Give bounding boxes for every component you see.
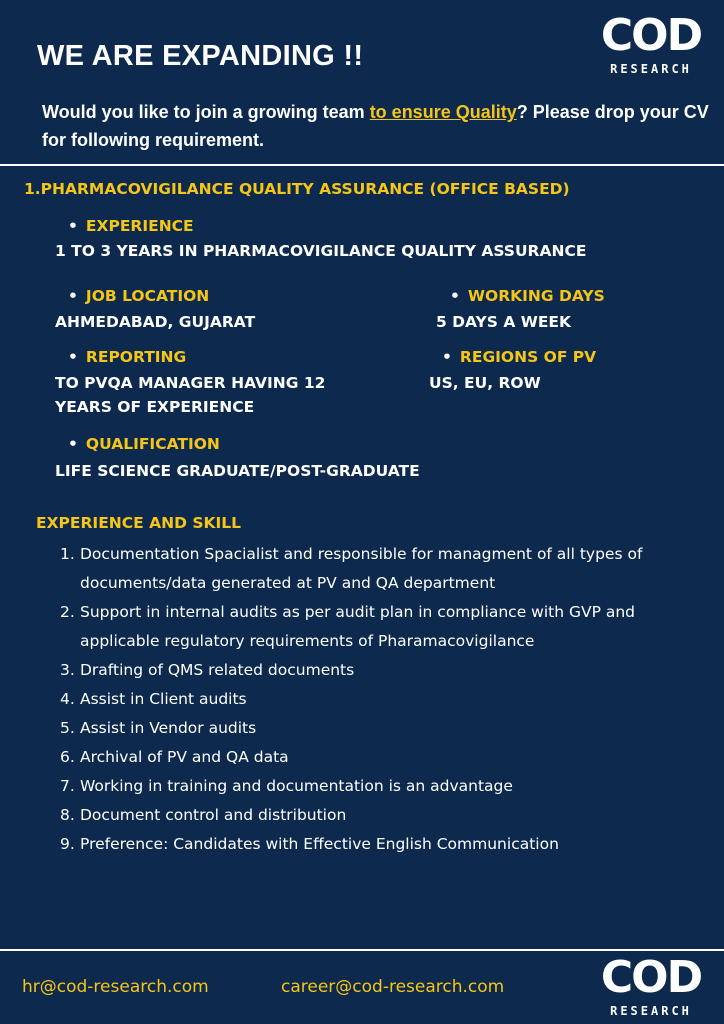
list-item bbox=[60, 685, 710, 714]
reporting-value-line1: TO PVQA MANAGER HAVING 12 bbox=[55, 374, 326, 392]
page-title: WE ARE EXPANDING !! bbox=[37, 40, 364, 72]
list-item bbox=[60, 801, 710, 830]
list-item bbox=[60, 772, 710, 801]
list-number: 2. bbox=[60, 603, 75, 621]
list-text: Documentation Spacialist and responsible for managment of all types of bbox=[80, 545, 643, 563]
location-label: • JOB LOCATION bbox=[68, 287, 209, 305]
company-logo-footer bbox=[596, 952, 706, 1018]
divider-top bbox=[0, 164, 724, 166]
list-text: Support in internal audits as per audit plan in compliance with GVP and bbox=[80, 603, 636, 621]
list-text: Document control and distribution bbox=[80, 806, 347, 824]
reporting-label: • REPORTING bbox=[68, 348, 186, 366]
list-text: Working in training and documentation is an advantage bbox=[80, 777, 513, 795]
intro-text bbox=[42, 98, 714, 154]
logo-mark: COD bbox=[600, 952, 702, 1003]
list-item bbox=[60, 598, 710, 656]
location-value: AHMEDABAD, GUJARAT bbox=[55, 313, 256, 331]
list-number: 3. bbox=[60, 661, 75, 679]
list-text: Assist in Vendor audits bbox=[80, 719, 257, 737]
logo-subtitle: RESEARCH bbox=[610, 1004, 692, 1018]
list-item bbox=[60, 830, 710, 859]
list-item bbox=[60, 743, 710, 772]
list-number: 5. bbox=[60, 719, 75, 737]
list-text-cont: documents/data generated at PV and QA department bbox=[80, 574, 496, 592]
list-item bbox=[60, 714, 710, 743]
reporting-value-line2: YEARS OF EXPERIENCE bbox=[55, 398, 255, 416]
working-days-label: • WORKING DAYS bbox=[450, 287, 605, 305]
intro-before: Would you like to join a growing team bbox=[42, 102, 370, 122]
skills-list bbox=[60, 540, 710, 859]
experience-value: 1 TO 3 YEARS IN PHARMACOVIGILANCE QUALITY ASSURANCE bbox=[55, 242, 587, 260]
list-text: Assist in Client audits bbox=[80, 690, 247, 708]
divider-bottom bbox=[0, 949, 724, 951]
hr-email-link[interactable]: hr@cod-research.com bbox=[22, 977, 209, 997]
job-title: 1.PHARMACOVIGILANCE QUALITY ASSURANCE (OFFICE BASED) bbox=[24, 180, 570, 198]
experience-label: • EXPERIENCE bbox=[68, 217, 194, 235]
skills-heading: EXPERIENCE AND SKILL bbox=[36, 514, 242, 532]
intro-after: ? Please drop your CV for following requirement. bbox=[42, 102, 709, 150]
list-text-cont: applicable regulatory requirements of Pharamacovigilance bbox=[80, 632, 535, 650]
list-number: 6. bbox=[60, 748, 75, 766]
list-number: 1. bbox=[60, 545, 75, 563]
list-number: 7. bbox=[60, 777, 75, 795]
list-text: Archival of PV and QA data bbox=[80, 748, 289, 766]
list-number: 8. bbox=[60, 806, 75, 824]
logo-mark: COD bbox=[600, 10, 702, 61]
list-item bbox=[60, 656, 710, 685]
qualification-value: LIFE SCIENCE GRADUATE/POST-GRADUATE bbox=[55, 462, 420, 480]
list-item bbox=[60, 540, 710, 598]
regions-label: • REGIONS OF PV bbox=[442, 348, 596, 366]
list-number: 4. bbox=[60, 690, 75, 708]
regions-value: US, EU, ROW bbox=[429, 374, 541, 392]
career-email-link[interactable]: career@cod-research.com bbox=[281, 977, 505, 997]
list-text: Preference: Candidates with Effective English Communication bbox=[80, 835, 559, 853]
logo-subtitle: RESEARCH bbox=[610, 62, 692, 76]
list-number: 9. bbox=[60, 835, 75, 853]
list-text: Drafting of QMS related documents bbox=[80, 661, 355, 679]
intro-highlight: to ensure Quality bbox=[369, 102, 517, 122]
working-days-value: 5 DAYS A WEEK bbox=[436, 313, 572, 331]
qualification-label: • QUALIFICATION bbox=[68, 435, 220, 453]
company-logo bbox=[596, 10, 706, 76]
